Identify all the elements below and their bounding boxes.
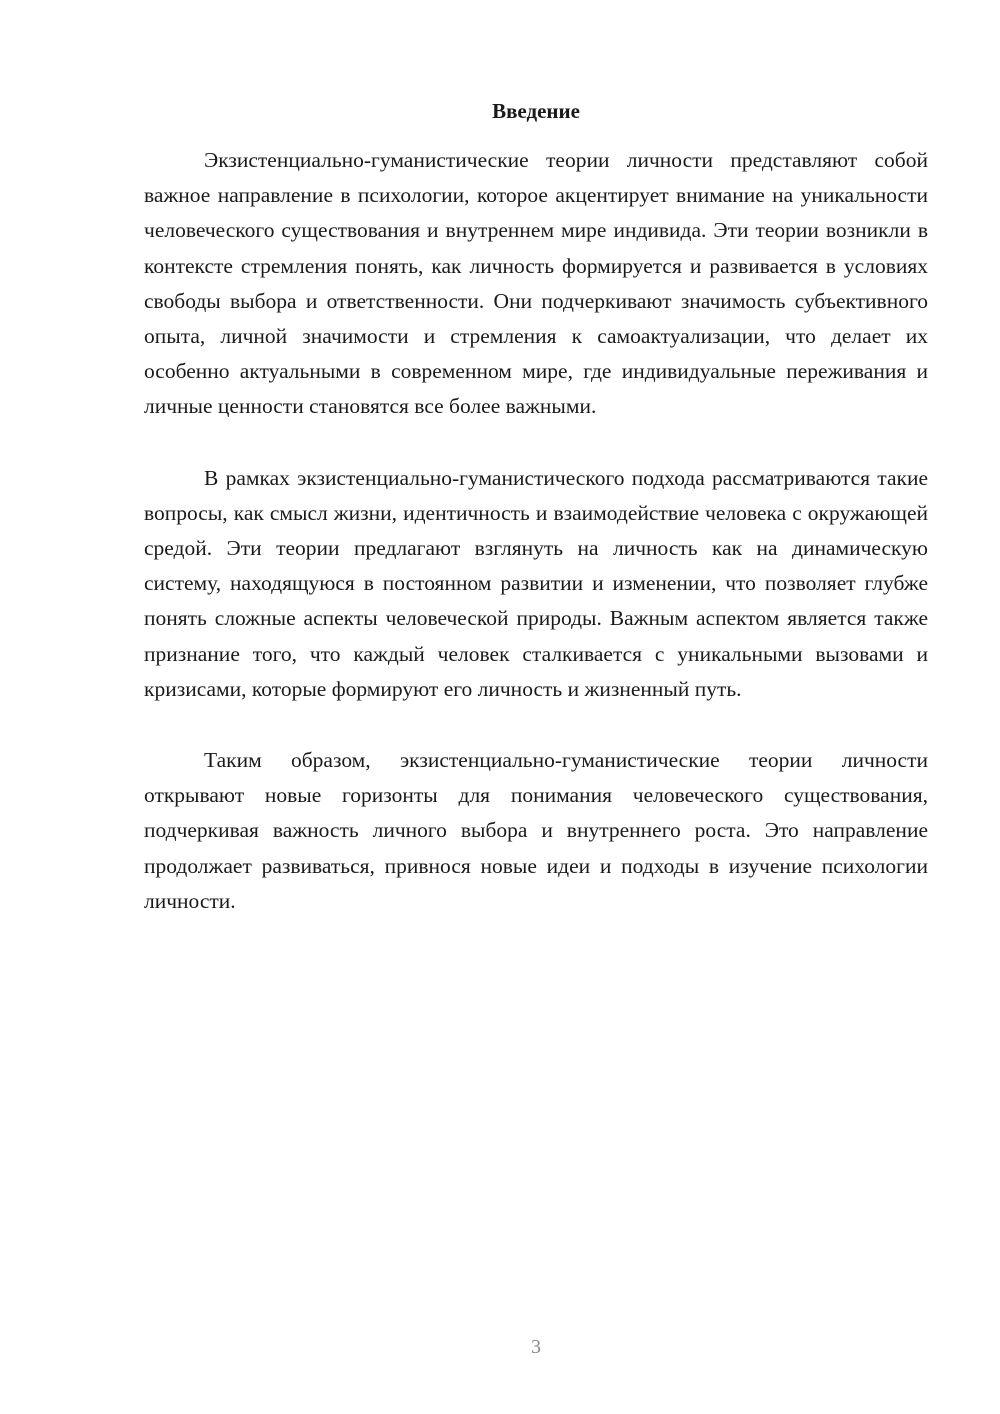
body-text [144, 143, 928, 955]
paragraph-1: Экзистенциально-гуманистические теории личности представляют собой важное направление в психологии, которое акцентирует внимание на уникальности человеческого существования и внутреннем мире индивида. Эти теории возникли в контексте стремления понять, как личность формируется и развивается в условиях свободы выбора и ответственности. Они подчеркивают значимость субъективного опыта, личной значимости и стремления к самоактуализации, что делает их особенно актуальными в современном мире, где индивидуальные переживания и личные ценности становятся все более важными. [144, 148, 928, 419]
page-number: 3 [531, 1336, 541, 1358]
paragraph-3: Таким образом, экзистенциально-гуманистические теории личности открывают новые горизонты для понимания человеческого существования, подчеркивая важность личного выбора и внутреннего роста. Это направление продолжает развиваться, привнося новые идеи и подходы в изучение психологии личности. [144, 748, 928, 913]
paragraph-2: В рамках экзистенциально-гуманистического подхода рассматриваются такие вопросы, как смысл жизни, идентичность и взаимодействие человека с окружающей средой. Эти теории предлагают взглянуть на личность как на динамическую систему, находящуюся в постоянном развитии и изменении, что позволяет глубже понять сложные аспекты человеческой природы. Важным аспектом является также признание того, что каждый человек сталкивается с уникальными вызовами и кризисами, которые формируют его личность и жизненный путь. [144, 465, 928, 701]
section-heading: Введение [492, 99, 580, 123]
